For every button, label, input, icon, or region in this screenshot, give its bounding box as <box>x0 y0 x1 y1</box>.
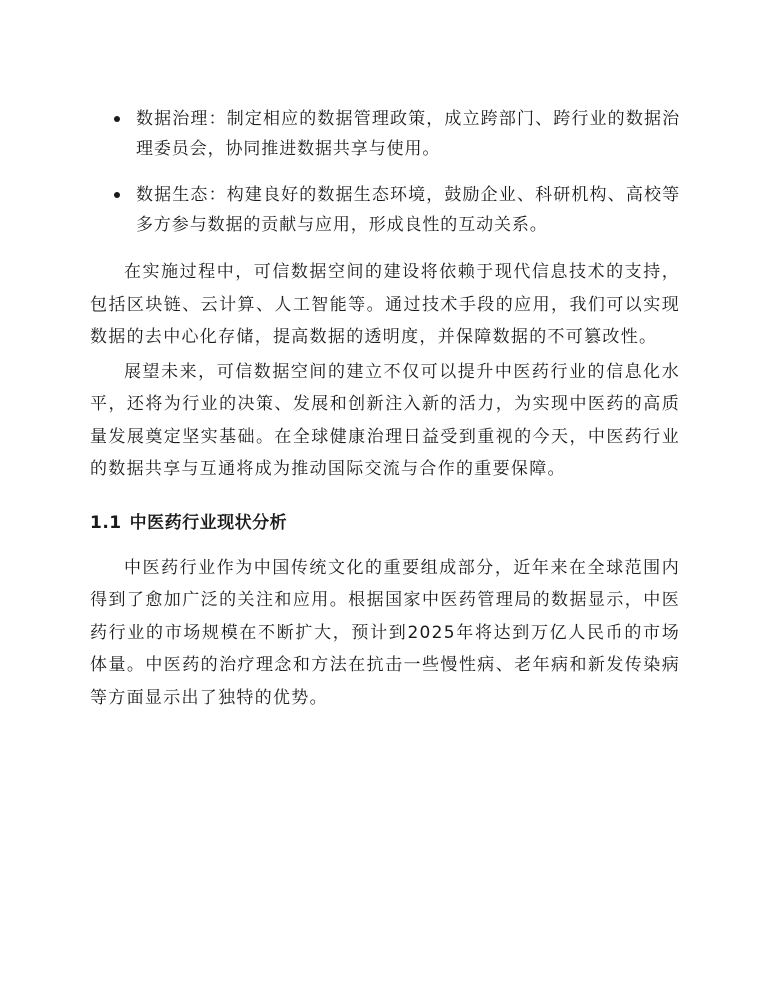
bullet-text: 数据生态：构建良好的数据生态环境，鼓励企业、科研机构、高校等多方参与数据的贡献与应用，形成良性的互动关系。 <box>136 185 680 235</box>
page-content <box>90 104 680 716</box>
bullet-dot-icon <box>114 192 120 198</box>
bullet-text: 数据治理：制定相应的数据管理政策，成立跨部门、跨行业的数据治理委员会，协同推进数据共享与使用。 <box>136 109 680 159</box>
bullet-item-data-ecosystem <box>90 180 680 240</box>
section-number: 1.1 <box>90 512 122 533</box>
bullet-dot-icon <box>114 116 120 122</box>
section-heading <box>90 508 680 538</box>
paragraph-outlook: 展望未来，可信数据空间的建立不仅可以提升中医药行业的信息化水平，还将为行业的决策、发展和创新注入新的活力，为实现中医药的高质量发展奠定坚实基础。在全球健康治理日益受到重视的今天，中医药行业的数据共享与互通将成为推动国际交流与合作的重要保障。 <box>90 361 680 479</box>
paragraph-implementation: 在实施过程中，可信数据空间的建设将依赖于现代信息技术的支持，包括区块链、云计算、人工智能等。通过技术手段的应用，我们可以实现数据的去中心化存储，提高数据的透明度，并保障数据的不可篡改性。 <box>90 262 680 347</box>
paragraph-industry-status: 中医药行业作为中国传统文化的重要组成部分，近年来在全球范围内得到了愈加广泛的关注和应用。根据国家中医药管理局的数据显示，中医药行业的市场规模在不断扩大，预计到2025年将达到万亿人民币的市场体量。中医药的治疗理念和方法在抗击一些慢性病、老年病和新发传染病等方面显示出了独特的优势。 <box>90 557 680 708</box>
section-title-text: 中医药行业现状分析 <box>129 512 288 533</box>
bullet-item-data-governance <box>90 104 680 164</box>
bullet-list <box>90 104 680 240</box>
